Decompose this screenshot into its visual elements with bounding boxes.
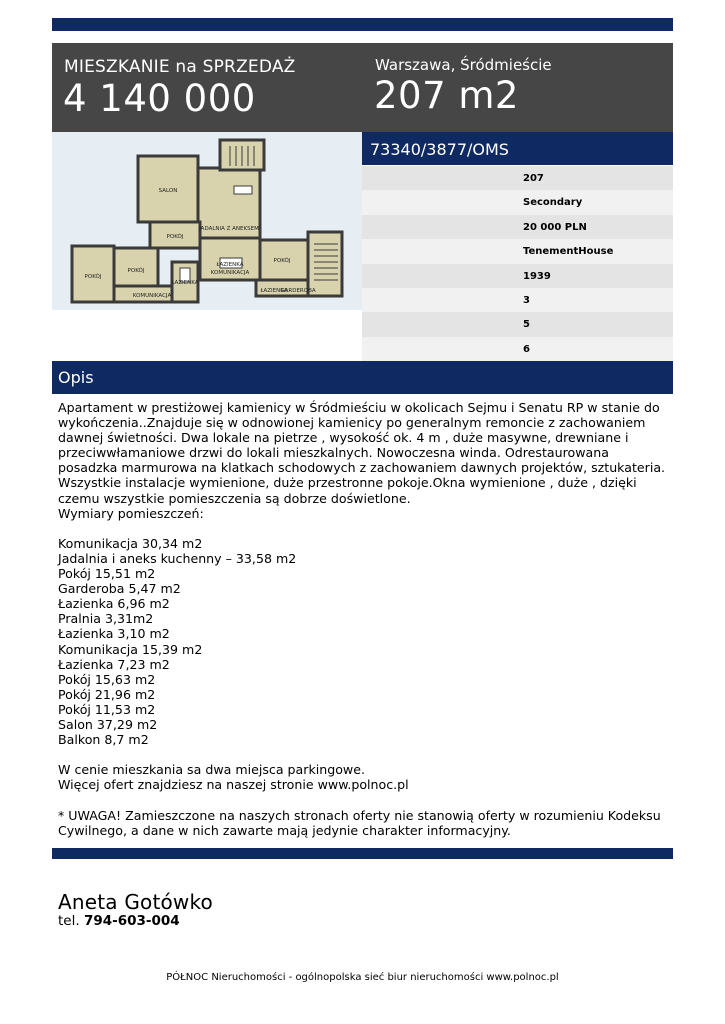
room-dimension: Balkon 8,7 m2 [58,732,149,748]
agent-name: Aneta Gotówko [58,890,213,914]
parking-info: W cenie mieszkania sa dwa miejsca parkingowe. [58,762,365,778]
top-accent-bar [52,18,673,31]
label-lazienka-2: ŁAZIENKA [216,262,244,268]
listing-header [52,43,673,132]
disclaimer: * UWAGA! Zamieszczone na naszych stronach oferty nie stanowią oferty w rozumieniu Kodeksu Cywilnego, a dane w nich zawarte mają jedynie charakter informacyjny. [58,807,661,838]
floor-plan-image [52,132,362,310]
param-row [362,215,673,239]
room-pokoj-3 [114,248,158,286]
label-salon: SALON [158,188,178,194]
param-value: 20 000 PLN [523,221,587,233]
param-value: Secondary [523,197,583,209]
param-value: 207 [523,173,544,184]
room-stairs-right [308,232,342,296]
label-lazienka-1: ŁAZIENKA [171,280,199,286]
floor-plan-drawing [52,132,362,310]
param-value: 1939 [523,270,551,282]
param-value: TenementHouse [523,246,614,258]
room-dimension: Pokój 15,51 m2 [58,566,156,582]
room-dimension: Pralnia 3,31m2 [58,611,154,627]
param-row [362,239,673,263]
more-offers-info: Więcej ofert znajdziesz na naszej stronie www.polnoc.pl [58,777,409,793]
description-text [58,400,670,838]
room-dimension: Łazienka 7,23 m2 [58,656,170,672]
param-value: 6 [523,343,530,355]
room-dimension: Łazienka 3,10 m2 [58,626,170,642]
param-row [362,312,673,336]
offer-type: MIESZKANIE na SPRZEDAŻ [64,57,296,77]
rooms-heading: Wymiary pomieszczeń: [58,505,204,521]
label-komunikacja-2: KOMUNIKACJA [210,270,250,276]
description-intro-2: Wszystkie instalacje wymienione, duże przestronne pokoje.Okna wymienione , duże , dzięki czemu wszystkie pomieszczenia są dobrze doświetlone. [58,475,637,506]
label-pokoj-1: POKÓJ [166,234,184,240]
label-pokoj-2: POKÓJ [84,274,102,280]
room-dimension: Salon 37,29 m2 [58,716,158,732]
param-row [362,337,673,361]
room-dimension: Pokój 15,63 m2 [58,671,156,687]
param-value: 3 [523,294,530,306]
param-row [362,190,673,214]
bottom-accent-bar [52,848,673,859]
room-dimension: Komunikacja 30,34 m2 [58,535,203,551]
label-pokoj-3: POKÓJ [127,268,145,274]
parameters-table [362,166,673,361]
label-garderoba: GARDEROBA [280,288,316,294]
description-intro: Apartament w prestiżowej kamienicy w Śródmieściu w okolicach Sejmu i Senatu RP w stanie do wykończenia..Znajduje się w odnowionej kamienicy po generalnym remoncie z zachowaniem dawnej świetności. Dwa lokale na pietrze , wysokość ok. 4 m , duże masywne, drewniane i przeciwwłamaniowe drzwi do lokali mieszkalnych. Nowoczesna winda. Odrestaurowana posadzka marmurowa na klatkach schodowych z zachowaniem dawnych projektów, sztukateria. [58,400,666,476]
price: 4 140 000 [63,77,256,120]
description-section-header [52,361,673,394]
param-row [362,166,673,190]
location: Warszawa, Śródmieście [375,56,552,74]
reference-number: 73340/3877/OMS [370,140,509,159]
room-dimension: Komunikacja 15,39 m2 [58,641,203,657]
section-title: Opis [58,368,94,387]
phone-label: tel. [58,913,80,929]
reference-number-bar [362,132,673,165]
room-dimension: Pokój 11,53 m2 [58,701,156,717]
label-komunikacja-1: KOMUNIKACJA [132,293,172,299]
label-lazienka-3: ŁAZIENKA [260,288,288,294]
room-dimension: Pokój 21,96 m2 [58,686,156,702]
label-pokoj-4: POKÓJ [273,258,291,264]
footer-text: PÓŁNOC Nieruchomości - ogólnopolska sieć biur nieruchomości www.polnoc.pl [166,972,559,983]
param-row [362,264,673,288]
agent-phone [58,913,180,929]
param-value: 5 [523,319,530,331]
label-jadalnia: JADALNIA Z ANEKSEM [199,226,259,232]
room-dimension: Jadalnia i aneks kuchenny – 33,58 m2 [58,550,297,566]
param-row [362,288,673,312]
room-dimension: Garderoba 5,47 m2 [58,581,181,597]
area: 207 m2 [374,74,519,117]
phone-number[interactable]: 794-603-004 [83,913,180,929]
room-dimension: Łazienka 6,96 m2 [58,596,170,612]
